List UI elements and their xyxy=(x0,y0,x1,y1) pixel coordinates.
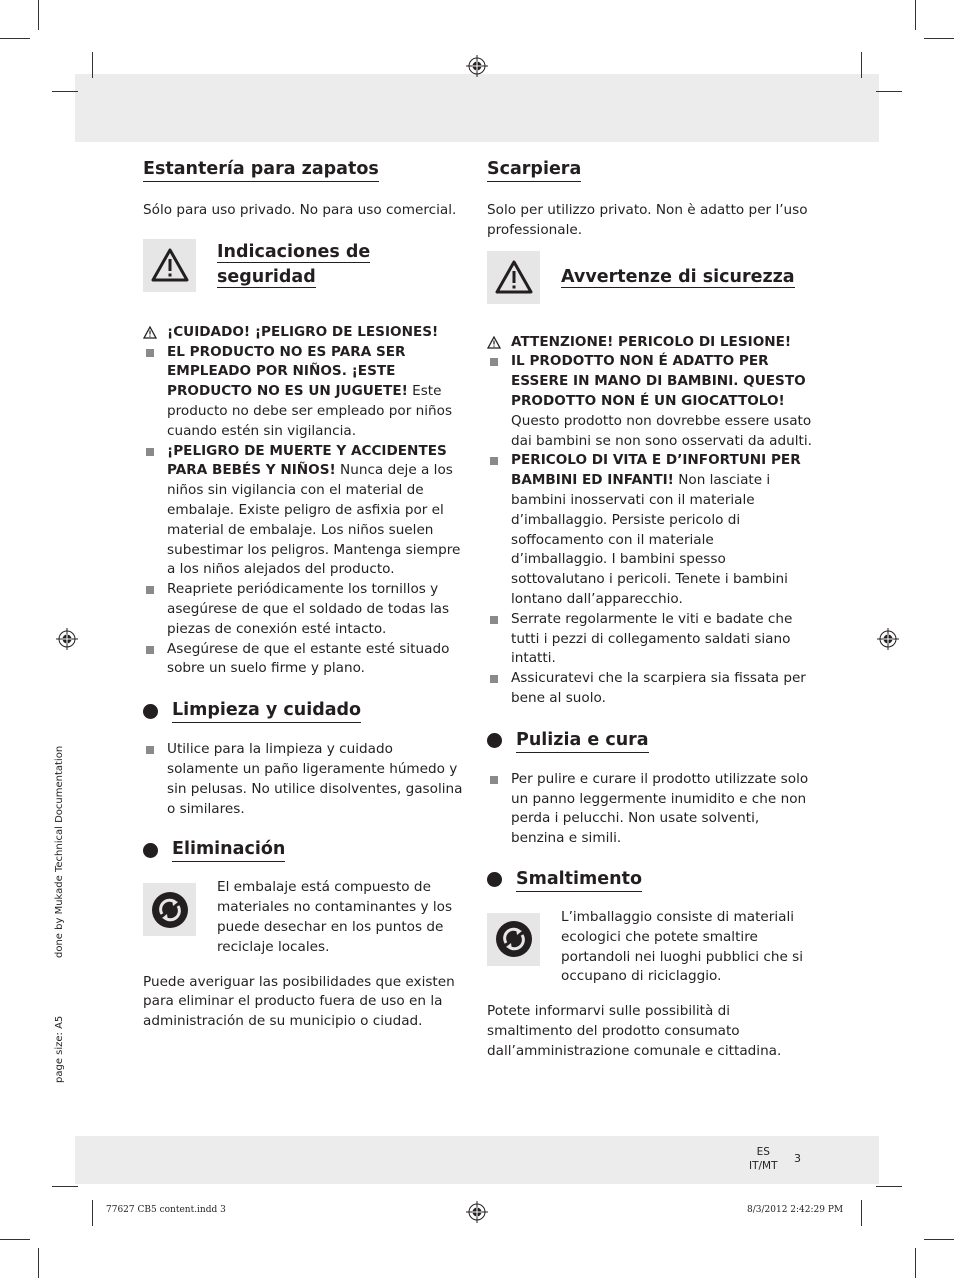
list-item: PERICOLO DI VITA E D’INFORTUNI PER BAMBINI ED INFANTI! Non lasciate i bambini inosservati con il materiale d’imballaggio. Persiste pericolo di soffocamento con il materiale d’imballaggio. I bambini spesso sottovalutano i pericoli. Tenete i bambini lontano dall’apparecchio. xyxy=(487,451,812,609)
list-item: Serrate regolarmente le viti e badate che tutti i pezzi di collegamento saldati siano intatti. xyxy=(487,610,812,669)
es-disposal-title: Eliminación xyxy=(172,838,285,862)
language-codes xyxy=(749,1145,778,1173)
header-band xyxy=(75,74,879,142)
list-item: ¡CUIDADO! ¡PELIGRO DE LESIONES! xyxy=(143,323,468,343)
warning-small-icon xyxy=(487,336,501,349)
page-number: 3 xyxy=(794,1152,801,1165)
list-item: ATTENZIONE! PERICOLO DI LESIONE! xyxy=(487,333,812,353)
warning-icon xyxy=(143,239,196,292)
list-item: IL PRODOTTO NON É ADATTO PER ESSERE IN MANO DI BAMBINI. QUESTO PRODOTTO NON É UN GIOCATTOLO! Questo prodotto non dovrebbe essere usato dai bambini se non sono osservati da adulti. xyxy=(487,352,812,451)
recycling-icon xyxy=(487,913,540,966)
it-disposal-text: L’imballaggio consiste di materiali ecologici che potete smaltire portandoli nei luoghi pubblici che si occupano di riciclaggio. xyxy=(561,908,804,985)
es-safety-header xyxy=(143,239,468,292)
list-item: EL PRODUCTO NO ES PARA SER EMPLEADO POR NIÑOS. ¡ESTE PRODUCTO NO ES UN JUGUETE! Este producto no debe ser empleado por niños cuando estén sin vigilancia. xyxy=(143,343,468,442)
warning-icon xyxy=(487,251,540,304)
side-credit: done by Mukade Technical Documentation xyxy=(54,745,65,958)
it-safety-title: Avvertenze di sicurezza xyxy=(561,266,795,287)
spanish-column xyxy=(143,158,468,1032)
side-page-size: page size: A5 xyxy=(54,1015,65,1083)
it-safety-list xyxy=(487,333,812,709)
it-disposal-text2: Potete informarvi sulle possibilità di smaltimento del prodotto consumato dall’amministrazione comunale e cittadina. xyxy=(487,1003,782,1059)
registration-mark-left xyxy=(56,628,78,650)
recycling-icon xyxy=(143,883,196,936)
es-disposal-header xyxy=(143,838,468,862)
it-disposal-block xyxy=(487,908,812,987)
es-title: Estantería para zapatos xyxy=(143,158,379,182)
list-item: Reapriete periódicamente los tornillos y asegúrese de que el soldado de todas las piezas de conexión esté intacto. xyxy=(143,580,468,639)
it-intro: Solo per utilizzo privato. Non è adatto per l’uso professionale. xyxy=(487,202,808,238)
bullet-dot-icon xyxy=(143,704,158,719)
lang-it: IT/MT xyxy=(749,1160,778,1172)
list-item: Assicuratevi che la scarpiera sia fissata per bene al suolo. xyxy=(487,669,812,709)
registration-mark-bottom xyxy=(466,1201,488,1223)
lang-es: ES xyxy=(756,1146,770,1158)
footer-filename: 77627 CB5 content.indd 3 xyxy=(106,1205,226,1215)
it-title: Scarpiera xyxy=(487,158,581,182)
it-disposal-header xyxy=(487,868,812,892)
it-cleaning-list xyxy=(487,770,812,849)
bullet-dot-icon xyxy=(487,872,502,887)
es-cleaning-header xyxy=(143,699,468,723)
footer-timestamp: 8/3/2012 2:42:29 PM xyxy=(747,1205,844,1215)
warning-small-icon xyxy=(143,326,157,339)
it-cleaning-title: Pulizia e cura xyxy=(516,729,649,753)
registration-mark-right xyxy=(877,628,899,650)
es-disposal-block xyxy=(143,878,468,957)
it-cleaning-header xyxy=(487,729,812,753)
es-disposal-text: El embalaje está compuesto de materiales no contaminantes y los puede desechar en los puntos de reciclaje locales. xyxy=(217,879,453,955)
it-disposal-title: Smaltimento xyxy=(516,868,642,892)
es-cleaning-title: Limpieza y cuidado xyxy=(172,699,361,723)
bullet-dot-icon xyxy=(143,843,158,858)
registration-mark-top xyxy=(466,55,488,77)
list-item: Asegúrese de que el estante esté situado sobre un suelo firme y plano. xyxy=(143,640,468,680)
es-safety-list xyxy=(143,323,468,679)
es-intro: Sólo para uso privado. No para uso comercial. xyxy=(143,202,457,218)
list-item: ¡PELIGRO DE MUERTE Y ACCIDENTES PARA BEBÉS Y NIÑOS! Nunca deje a los niños sin vigilancia con el material de embalaje. Existe peligro de asfixia por el material de embalaje. Los niños suelen subestimar los peligros. Mantenga siempre a los niños alejados del producto. xyxy=(143,442,468,581)
it-safety-header xyxy=(487,251,812,304)
list-item: Per pulire e curare il prodotto utilizzate solo un panno leggermente inumidito e che non perda i pelucchi. Non usate solventi, benzina e simili. xyxy=(487,770,812,849)
es-disposal-text2: Puede averiguar las posibilidades que existen para eliminar el producto fuera de uso en la administración de su municipio o ciudad. xyxy=(143,973,455,1030)
es-cleaning-list xyxy=(143,740,468,819)
bullet-dot-icon xyxy=(487,733,502,748)
list-item: Utilice para la limpieza y cuidado solamente un paño ligeramente húmedo y sin pelusas. No utilice disolventes, gasolina o similares. xyxy=(143,740,468,819)
es-safety-title: Indicaciones de seguridad xyxy=(217,242,371,288)
italian-column xyxy=(487,158,812,1062)
